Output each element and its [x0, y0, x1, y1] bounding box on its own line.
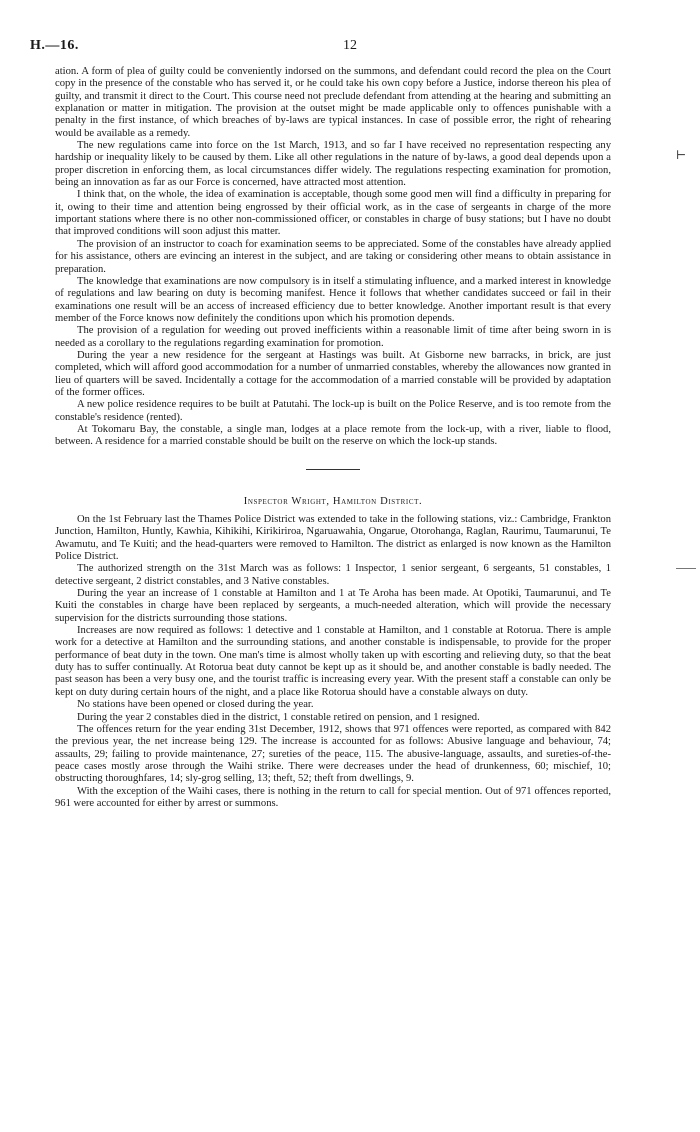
paragraph: ation. A form of plea of guilty could be conveniently indorsed on the summons, and defendant could record the plea on the Court copy in the presence of the constable who has served it, or he could take his own copy before a Justice, indorse thereon his plea of guilty, and transmit it direct to the Court. This course need not preclude defendant from attending at the hearing and submitting an explanation or matter in mitigation. The provision at the outset might be made applicable only to offences punishable with a penalty in the first instance, of which breaches of by-laws are typical instances. In case of possible error, the right of rehearing would be available as a remedy. — [55, 66, 611, 139]
margin-mark: ⊢ — [676, 148, 687, 162]
paragraph: The provision of an instructor to coach for examination seems to be appreciated. Some of the constables have already applied for his assistance, others are evincing an interest in the subject, and are taking or considering other means to obtain assistance in preparation. — [55, 238, 611, 275]
paragraph: The offences return for the year ending 31st December, 1912, shows that 971 offences were reported, as compared with 842 the previous year, the net increase being 129. The increase is accounted for as follows: Abusive language and behaviour, 74; assaults, 29; failing to provide maintenance, 27; sureties of the peace, 115. The abusive-language, assaults, and sureties-of-the-peace cases mostly arose through the Waihi strike. There were decreases under the head of drunkenness, 60; mischief, 10; obstructing thoroughfares, 14; sly-grog selling, 13; theft, 52; theft from dwellings, 9. — [55, 723, 611, 785]
paragraph: On the 1st February last the Thames Police District was extended to take in the following stations, viz.: Cambridge, Frankton Junction, Hamilton, Huntly, Kawhia, Kihikihi, Kirikiriroa, Ngaruawahia, Ongarue, Otorohanga, Raglan, Raurimu, Taumarunui, Te Awamutu, and Te Kuiti; and the head-quarters were removed to Hamilton. The district as enlarged is now known as the Hamilton Police District. — [55, 514, 611, 563]
paragraph: At Tokomaru Bay, the constable, a single man, lodges at a place remote from the lock-up, with a river, liable to flood, between. A residence for a married constable should be built on the reserve on which the lock-up stands. — [55, 423, 611, 448]
paragraph: The authorized strength on the 31st March was as follows: 1 Inspector, 1 senior sergeant, 6 sergeants, 51 constables, 1 detective sergeant, 2 district constables, and 3 Native constables. — [55, 563, 611, 587]
page-number: 12 — [343, 38, 357, 53]
report-code: H.—16. — [30, 38, 79, 53]
paragraph: The provision of a regulation for weeding out proved inefficients within a reasonable limit of time after being sworn in is needed as a corollary to the regulations regarding examination for promotion. — [55, 325, 611, 349]
paragraph: During the year 2 constables died in the district, 1 constable retired on pension, and 1 resigned. — [77, 711, 480, 723]
paragraph: A new police residence requires to be built at Patutahi. The lock-up is built on the Police Reserve, and is too remote from the constable's residence (rented). — [55, 399, 611, 423]
page-header — [30, 38, 670, 56]
paragraph: During the year an increase of 1 constable at Hamilton and 1 at Te Aroha has been made. At Opotiki, Taumarunui, and Te Kuiti the constables in charge have been replaced by sergeants, a much-needed alteration, which will provide the necessary supervision for the districts surrounding those stations. — [55, 588, 611, 624]
paragraph: I think that, on the whole, the idea of examination is acceptable, though some good men will find a difficulty in preparing for it, owing to their time and attention being engrossed by their official work, as in the case of sergeants in charge of the more important stations where there is no other non-commissioned officer, or constables in charge of busy stations; but I have no doubt that improved conditions will soon adjust this matter. — [55, 189, 611, 238]
section-title: Inspector Wright, Hamilton District. — [243, 495, 423, 507]
document-body — [55, 66, 611, 810]
section-divider — [306, 469, 360, 470]
paragraph: During the year a new residence for the sergeant at Hastings was built. At Gisborne new barracks, in brick, are just completed, which will afford good accommodation for a number of unmarried constables, whereby the allowances now granted in lieu of quarters will be saved. Incidentally a cottage for the accommodation of a married constable will be provided by adaptation of the former offices. — [55, 349, 611, 398]
paragraph: The new regulations came into force on the 1st March, 1913, and so far I have received no representation respecting any hardship or inequality likely to be caused by them. Like all other regulations in the nature of by-laws, a good deal depends upon a proper discretion in enforcing them, as local circumstances differ widely. The regulations respecting examination for promotion, being an innovation as far as our Force is concerned, have attracted most attention. — [55, 140, 611, 189]
paragraph: Increases are now required as follows: 1 detective and 1 constable at Hamilton, and 1 constable at Rotorua. There is ample work for a detective at Hamilton and the surrounding stations, and another constable is indispensable, to provide for the proper performance of beat duty in the town. One man's time is almost wholly taken up with escorting and relieving duty, so that the beat duty has to suffer continually. At Rotorua beat duty cannot be kept up as it should be, and another constable is badly needed. The past season has been a very busy one, and the tourist traffic is increasing every year. With the present staff a constable can only be kept on duty during certain hours of the night, and a place like Rotorua should have a constable always on duty. — [55, 625, 611, 698]
paragraph: The knowledge that examinations are now compulsory is in itself a stimulating influence, and a marked interest in knowledge of regulations and law bearing on duty is becoming manifest. Hence it follows that whether candidates succeed or fail in their examinations one result will be an access of increased efficiency due to better knowledge. Another important result is that every member of the Force knows now definitely the conditions upon which his promotion depends. — [55, 275, 611, 324]
paragraph: No stations have been opened or closed during the year. — [77, 699, 314, 711]
paragraph: With the exception of the Waihi cases, there is nothing in the return to call for special mention. Out of 971 offences reported, 961 were accounted for either by arrest or summons. — [55, 785, 611, 809]
margin-rule — [676, 568, 696, 569]
